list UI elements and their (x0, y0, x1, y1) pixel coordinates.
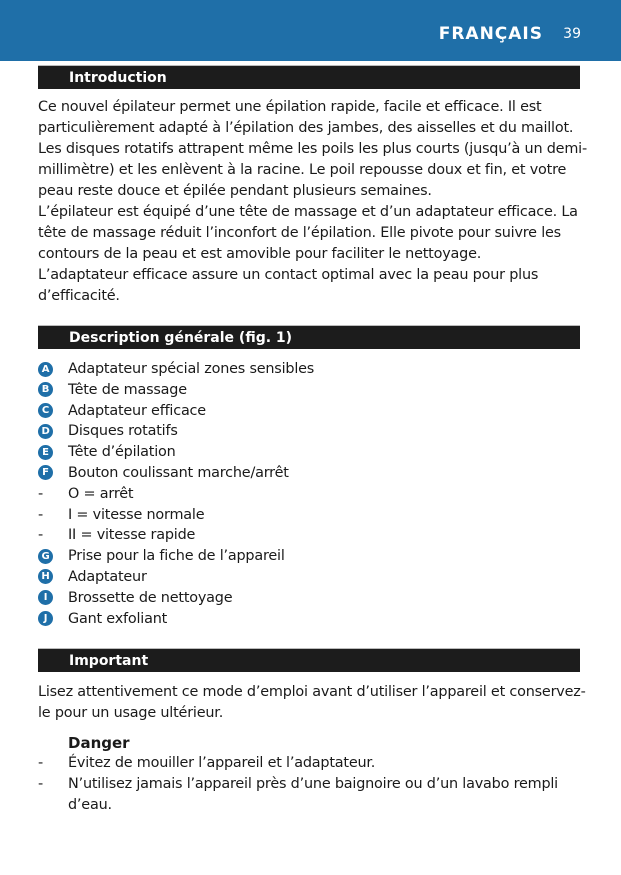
list-item (38, 442, 598, 463)
dash-marker: - (38, 485, 43, 502)
letter-badge: F (38, 465, 53, 480)
danger-item-text: Évitez de mouiller l’appareil et l’adaptateur. (68, 755, 376, 771)
list-item-text: II = vitesse rapide (68, 527, 196, 544)
parts-list (38, 359, 598, 629)
list-item (38, 484, 598, 505)
list-item (38, 421, 598, 442)
list-item (38, 359, 598, 380)
list-item-text: Adaptateur efficace (68, 402, 206, 419)
intro-paragraph-3: L’adaptateur efficace assure un contact optimal avec la peau pour plus d’efficacité. (38, 267, 539, 304)
list-item (38, 401, 598, 422)
list-item (38, 546, 598, 567)
danger-title: Danger (68, 734, 130, 752)
dash-marker: - (38, 527, 43, 544)
intro-text (38, 97, 593, 307)
list-item (38, 505, 598, 526)
important-intro: Lisez attentivement ce mode d’emploi avant d’utiliser l’appareil et conservez-le pour un usage ultérieur. (38, 684, 586, 721)
list-item-text: Brossette de nettoyage (68, 589, 233, 606)
danger-list (38, 753, 598, 816)
danger-item-text: N’utilisez jamais l’appareil près d’une baignoire ou d’un lavabo rempli d’eau. (68, 776, 558, 813)
intro-paragraph-2: L’épilateur est équipé d’une tête de massage et d’un adaptateur efficace. La tête de massage réduit l’inconfort de l’épilation. Elle pivote pour suivre les contours de la peau et est amovible pour faciliter le nettoyage. (38, 204, 578, 262)
letter-badge: B (38, 382, 53, 397)
list-item (38, 380, 598, 401)
list-item (38, 463, 598, 484)
list-item-text: Bouton coulissant marche/arrêt (68, 464, 289, 481)
list-item-text: I = vitesse normale (68, 506, 205, 523)
list-item-text: Gant exfoliant (68, 610, 168, 627)
language-label: FRANÇAIS (438, 24, 543, 44)
letter-badge: I (38, 590, 53, 605)
letter-badge: D (38, 424, 53, 439)
letter-badge: J (38, 611, 53, 626)
list-item-text: Disques rotatifs (68, 423, 178, 440)
intro-paragraph-1: Ce nouvel épilateur permet une épilation rapide, facile et efficace. Il est particulièrement adapté à l’épilation des jambes, des aisselles et du maillot. Les disques rotatifs attrapent même les poils les plus courts (jusqu’à un demi-millimètre) et les enlèvent à la racine. Le poil repousse doux et fin, et votre peau reste douce et épilée pendant plusieurs semaines. (38, 99, 587, 199)
list-item-text: Tête de massage (68, 381, 187, 398)
dash-marker: - (38, 776, 43, 792)
list-item (38, 567, 598, 588)
list-item (38, 525, 598, 546)
list-item-text: Adaptateur spécial zones sensibles (68, 361, 315, 377)
letter-badge: G (38, 549, 53, 564)
list-item (38, 588, 598, 609)
dash-marker: - (38, 506, 43, 523)
list-item-text: Adaptateur (68, 568, 147, 585)
page-number: 39 (563, 26, 581, 42)
letter-badge: A (38, 362, 53, 377)
danger-item (38, 753, 598, 774)
list-item-text: Tête d’épilation (68, 444, 176, 461)
header-band (0, 0, 621, 61)
list-item-text: O = arrêt (68, 485, 134, 502)
section-header-important: Important (38, 648, 580, 672)
danger-item (38, 774, 598, 816)
letter-badge: C (38, 403, 53, 418)
dash-marker: - (38, 755, 43, 771)
section-header-introduction: Introduction (38, 65, 580, 89)
list-item-text: Prise pour la fiche de l’appareil (68, 548, 285, 565)
letter-badge: E (38, 445, 53, 460)
section-header-description: Description générale (fig. 1) (38, 325, 580, 349)
list-item (38, 609, 598, 630)
letter-badge: H (38, 569, 53, 584)
